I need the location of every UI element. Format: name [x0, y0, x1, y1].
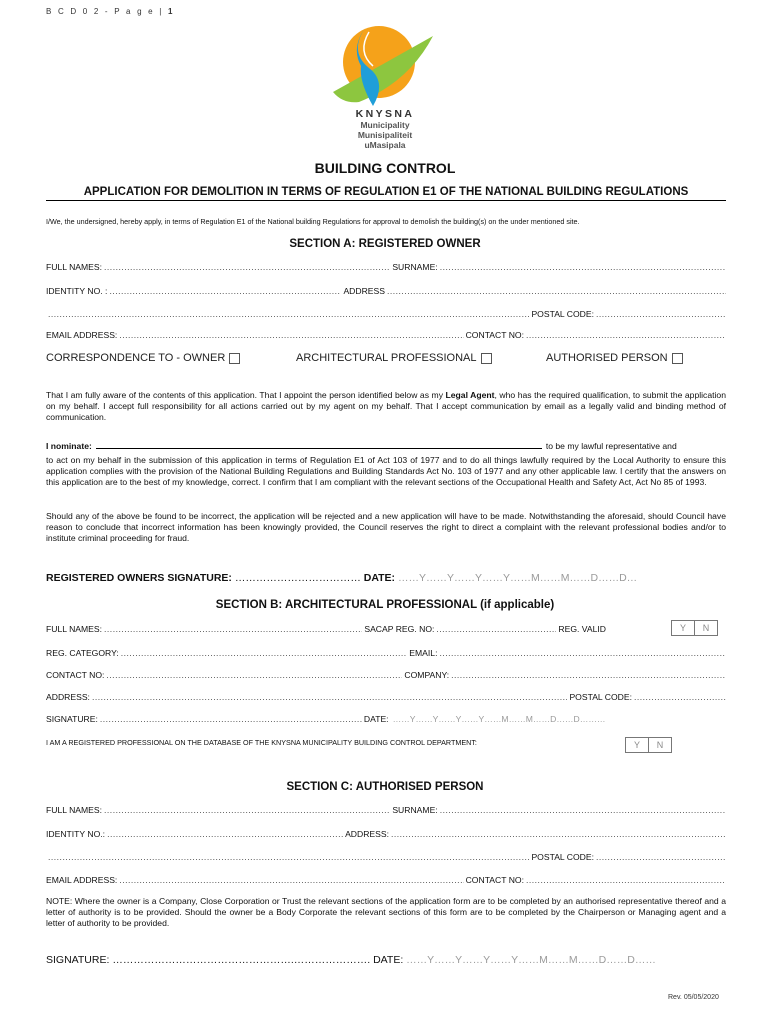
agent-paragraph: That I am fully aware of the contents of this application. That I appoint the person identified below as my Legal Agent, who has the required qualification, to submit the application on my behalf. I accept full responsibility for all actions carried out by my agent on my behalf. That I accept communication by email as a legally valid and binding method of communication. [46, 390, 726, 422]
registered-declaration: I AM A REGISTERED PROFESSIONAL ON THE DATABASE OF THE KNYSNA MUNICIPALITY BUILDING CONTROL DEPARTMENT: [46, 738, 477, 747]
owner-email-row[interactable]: EMAIL ADDRESS: ..... CONTACT NO: ..... [46, 330, 728, 340]
reg-valid-toggle[interactable] [671, 620, 718, 636]
owner-signature-row[interactable]: REGISTERED OWNERS SIGNATURE: ……………………………… DATE: ……Y……Y……Y……Y……M……M……D……D… [46, 572, 638, 584]
corr-auth-option[interactable]: AUTHORISED PERSON [546, 352, 683, 364]
arch-category-row[interactable]: REG. CATEGORY: ..... EMAIL: ..... [46, 648, 728, 658]
nominate-row: I nominate: to be my lawful representative and [46, 441, 677, 451]
owner-names-row[interactable]: FULL NAMES: ..... SURNAME: ..... [46, 262, 728, 272]
section-a-heading: SECTION A: REGISTERED OWNER [289, 238, 481, 250]
registered-toggle[interactable] [625, 737, 672, 753]
registered-no[interactable]: N [648, 738, 671, 752]
corr-owner-option[interactable]: CORRESPONDENCE TO - OWNER [46, 352, 240, 364]
note-paragraph: NOTE: Where the owner is a Company, Close Corporation or Trust the relevant sections of the application form are to be completed by an authorised representative thereof and a letter of authority is to be provided. Should the owner be a Body Corporate the relevant sections of this form are to be completed by the Chairperson or Managing agent and a letter of authority to be provided. [46, 896, 726, 928]
auth-signature-row[interactable]: SIGNATURE: …………………………………………….…………………. DATE: ……Y……Y……Y……Y……M……M……D……D…… [46, 954, 656, 966]
mandate-paragraph: to act on my behalf in the submission of this application in terms of Regulation E1 of Act 103 of 1977 and to do all things lawfully required by the Local Authority to ensure this application complies with the provision of the National Building Regulations and Building Standards Act No. 103 of 1977 and any other applicable law. I certify that the answers on this application are to the best of my knowledge, correct. I confirm that I am compliant with the relevant sections of the Occupational Health and Safety Act, Act No 85 of 1993. [46, 455, 726, 487]
arch-names-row[interactable]: FULL NAMES: ..... SACAP REG. NO: ..... REG. VALID [46, 624, 606, 634]
auth-identity-row[interactable]: IDENTITY NO.: ..... ADDRESS: ..... [46, 829, 728, 839]
section-c-heading: SECTION C: AUTHORISED PERSON [286, 781, 484, 793]
warning-paragraph: Should any of the above be found to be incorrect, the application will be rejected and a new application will have to be made. Notwithstanding the aforesaid, should Council have reason to conclude that incorrect information has been knowingly provided, the Council reserves the right to direct a complaint with the relevant professional bodies and/or to institute criminal proceeding for fraud. [46, 511, 726, 543]
auth-email-row[interactable]: EMAIL ADDRESS: ..... CONTACT NO: ..... [46, 875, 728, 885]
auth-postal-row[interactable]: ..... POSTAL CODE: ..... [46, 852, 728, 862]
checkbox-authorised[interactable] [672, 353, 683, 364]
auth-names-row[interactable]: FULL NAMES: ..... SURNAME: ..... [46, 805, 728, 815]
page-header: B C D 0 2 - P a g e | 1 [46, 7, 175, 16]
knysna-logo-icon [329, 22, 437, 110]
owner-postal-row[interactable]: ..... POSTAL CODE: ..... [46, 309, 728, 319]
brand-sub-3: uMasipala [364, 140, 406, 150]
revision-label: Rev. 05/05/2020 [668, 994, 719, 1001]
brand-sub-2: Munisipaliteit [357, 130, 413, 140]
auth-date-mask: ……Y……Y……Y……Y……M……M……D……D…… [406, 954, 656, 966]
arch-date-mask: ……Y……Y……Y……Y……M……M……D……D……… [392, 714, 606, 724]
arch-signature-row[interactable]: SIGNATURE: ..... DATE: ……Y……Y……Y……Y……M……M……D……D……… [46, 714, 728, 724]
owner-identity-row[interactable]: IDENTITY NO. : ..... ADDRESS ..... [46, 286, 728, 296]
corr-arch-option[interactable]: ARCHITECTURAL PROFESSIONAL [296, 352, 492, 364]
doc-title: BUILDING CONTROL [314, 160, 456, 176]
doc-intro: I/We, the undersigned, hereby apply, in terms of Regulation E1 of the National building Regulations for approval to demolish the building(s) on the under mentioned site. [46, 217, 580, 226]
reg-valid-yes[interactable]: Y [679, 623, 686, 633]
section-b-heading: SECTION B: ARCHITECTURAL PROFESSIONAL (if applicable) [215, 599, 555, 611]
nominee-field[interactable] [96, 440, 542, 449]
arch-address-row[interactable]: ADDRESS: ..... POSTAL CODE: ..... [46, 692, 728, 702]
brand-block [340, 108, 430, 150]
brand-sub-1: Municipality [360, 120, 410, 130]
arch-contact-row[interactable]: CONTACT NO: ..... COMPANY: ..... [46, 670, 728, 680]
registered-yes[interactable]: Y [633, 740, 640, 750]
checkbox-owner[interactable] [229, 353, 240, 364]
reg-valid-no[interactable]: N [694, 621, 717, 635]
doc-subtitle: APPLICATION FOR DEMOLITION IN TERMS OF REGULATION E1 OF THE NATIONAL BUILDING REGULATIONS [46, 186, 726, 201]
brand-name: KNYSNA [355, 108, 415, 120]
checkbox-architectural[interactable] [481, 353, 492, 364]
owner-date-mask: ……Y……Y……Y……Y……M……M……D……D… [397, 572, 638, 584]
